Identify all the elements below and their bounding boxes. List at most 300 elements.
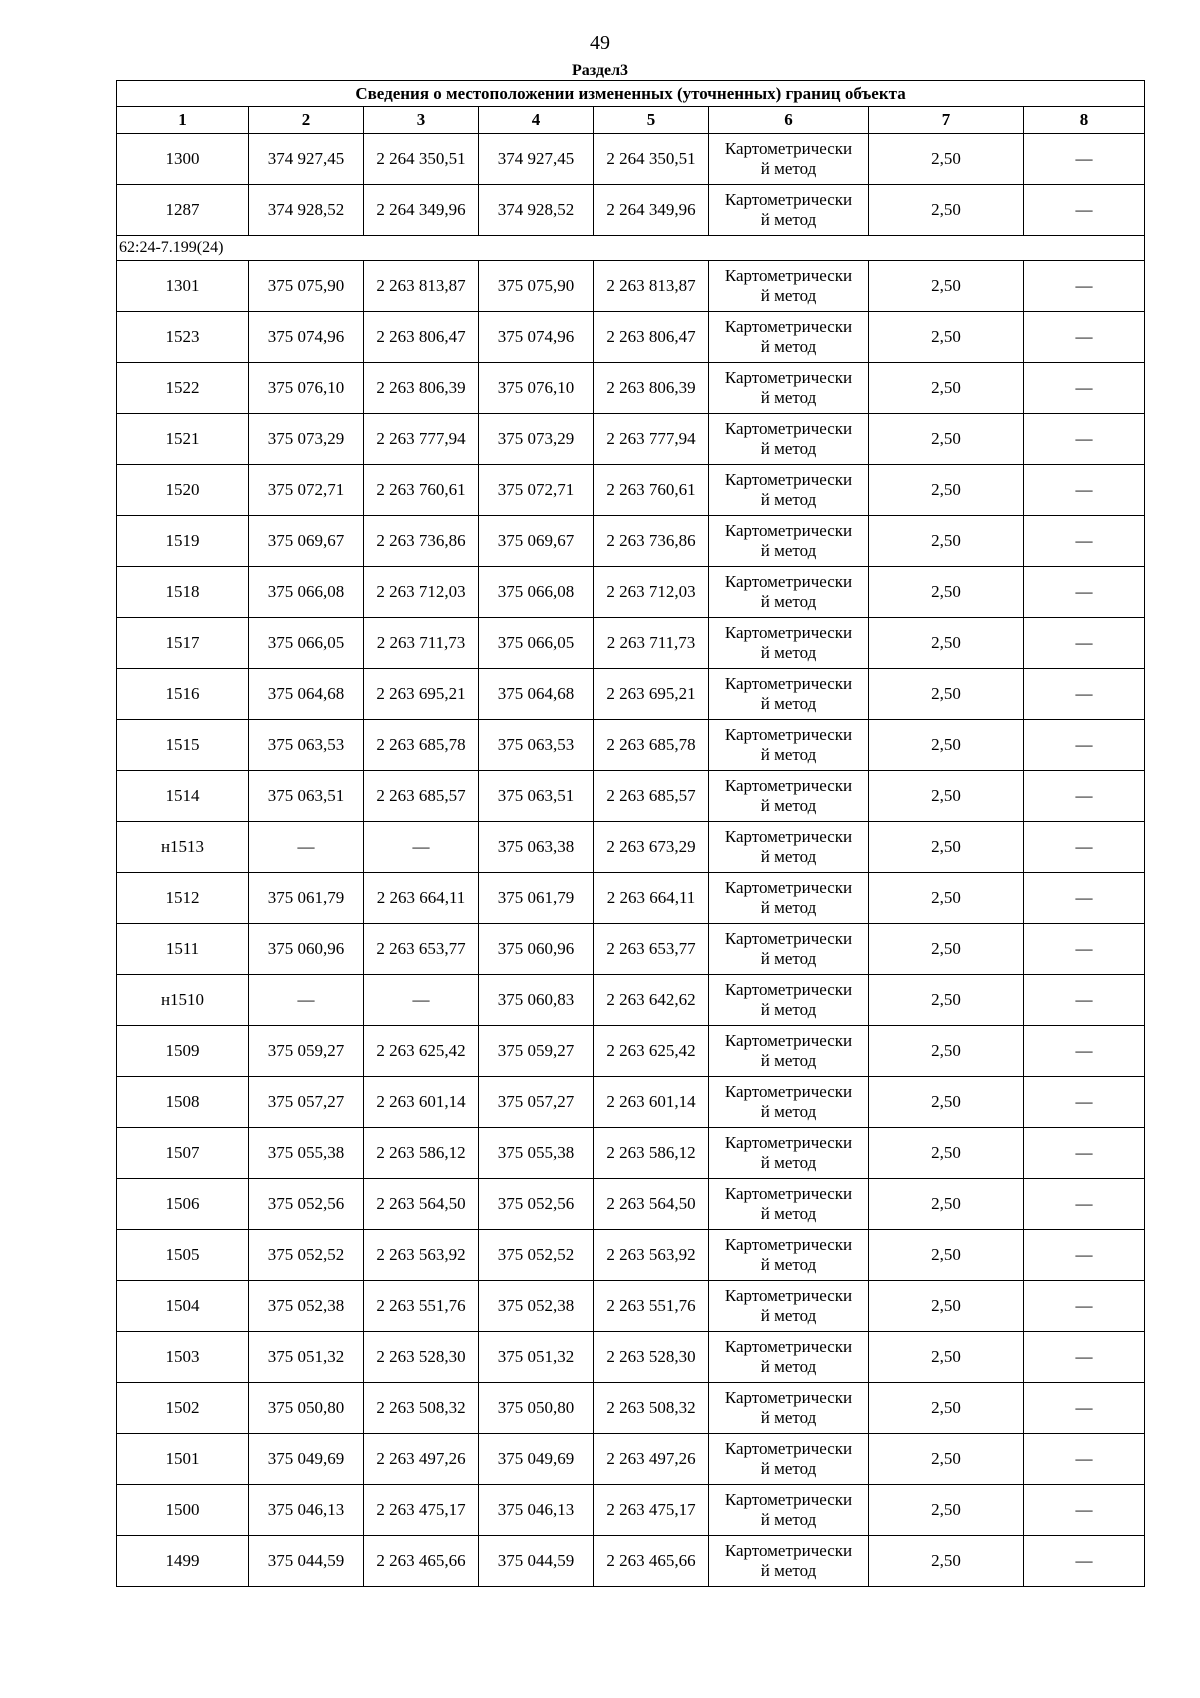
accuracy-cell: 2,50 (869, 1383, 1024, 1434)
table-row (117, 312, 1145, 363)
table-row (117, 134, 1145, 185)
y-new-cell: 2 263 625,42 (594, 1026, 709, 1077)
method-cell (709, 1281, 869, 1332)
method-cell (709, 312, 869, 363)
column-8-cell: — (1024, 1332, 1145, 1383)
method-cell (709, 720, 869, 771)
column-number: 4 (479, 107, 594, 134)
accuracy-cell: 2,50 (869, 924, 1024, 975)
column-8-cell: — (1024, 720, 1145, 771)
x-old-cell: 375 049,69 (249, 1434, 364, 1485)
method-cell (709, 134, 869, 185)
y-new-cell: 2 263 465,66 (594, 1536, 709, 1587)
accuracy-cell: 2,50 (869, 975, 1024, 1026)
point-number: 1506 (117, 1179, 249, 1230)
method-line-2: й метод (760, 694, 817, 713)
accuracy-cell: 2,50 (869, 1332, 1024, 1383)
point-number: 1301 (117, 261, 249, 312)
column-8-cell: — (1024, 1383, 1145, 1434)
x-old-cell: — (249, 822, 364, 873)
point-number: 1514 (117, 771, 249, 822)
y-old-cell: 2 263 465,66 (364, 1536, 479, 1587)
point-number: 1519 (117, 516, 249, 567)
y-new-cell: 2 263 806,47 (594, 312, 709, 363)
column-number: 1 (117, 107, 249, 134)
x-old-cell: 375 059,27 (249, 1026, 364, 1077)
method-cell (709, 414, 869, 465)
y-old-cell: 2 263 601,14 (364, 1077, 479, 1128)
y-new-cell: 2 263 673,29 (594, 822, 709, 873)
y-old-cell: 2 263 777,94 (364, 414, 479, 465)
y-old-cell: 2 264 349,96 (364, 185, 479, 236)
column-8-cell: — (1024, 261, 1145, 312)
method-line-1: Картометрически (724, 470, 853, 489)
column-8-cell: — (1024, 1128, 1145, 1179)
method-line-1: Картометрически (724, 317, 853, 336)
point-number: 1505 (117, 1230, 249, 1281)
method-cell (709, 618, 869, 669)
y-old-cell: 2 263 497,26 (364, 1434, 479, 1485)
column-8-cell: — (1024, 924, 1145, 975)
y-new-cell: 2 263 508,32 (594, 1383, 709, 1434)
x-old-cell: 375 052,52 (249, 1230, 364, 1281)
column-8-cell: — (1024, 516, 1145, 567)
point-number: 1517 (117, 618, 249, 669)
method-line-1: Картометрически (724, 1337, 853, 1356)
method-cell (709, 1434, 869, 1485)
method-line-2: й метод (760, 745, 817, 764)
y-old-cell: 2 263 625,42 (364, 1026, 479, 1077)
table-row (117, 1026, 1145, 1077)
column-8-cell: — (1024, 465, 1145, 516)
x-new-cell: 375 061,79 (479, 873, 594, 924)
x-old-cell: 375 057,27 (249, 1077, 364, 1128)
y-old-cell: 2 263 664,11 (364, 873, 479, 924)
x-new-cell: 374 928,52 (479, 185, 594, 236)
y-new-cell: 2 263 736,86 (594, 516, 709, 567)
x-old-cell: 375 061,79 (249, 873, 364, 924)
y-old-cell: 2 263 685,78 (364, 720, 479, 771)
method-cell (709, 1230, 869, 1281)
x-new-cell: 375 051,32 (479, 1332, 594, 1383)
x-new-cell: 375 066,08 (479, 567, 594, 618)
method-line-2: й метод (760, 1408, 817, 1427)
x-new-cell: 375 063,53 (479, 720, 594, 771)
accuracy-cell: 2,50 (869, 1536, 1024, 1587)
column-8-cell: — (1024, 414, 1145, 465)
y-old-cell: 2 263 711,73 (364, 618, 479, 669)
accuracy-cell: 2,50 (869, 185, 1024, 236)
method-line-1: Картометрически (724, 572, 853, 591)
method-line-2: й метод (760, 490, 817, 509)
method-cell (709, 1128, 869, 1179)
y-old-cell: 2 263 528,30 (364, 1332, 479, 1383)
x-new-cell: 375 075,90 (479, 261, 594, 312)
x-old-cell: 375 052,56 (249, 1179, 364, 1230)
y-new-cell: 2 263 528,30 (594, 1332, 709, 1383)
x-new-cell: 375 052,56 (479, 1179, 594, 1230)
table-body-group (117, 261, 1145, 1587)
accuracy-cell: 2,50 (869, 1230, 1024, 1281)
column-8-cell: — (1024, 822, 1145, 873)
method-line-2: й метод (760, 898, 817, 917)
y-new-cell: 2 263 551,76 (594, 1281, 709, 1332)
point-number: 1518 (117, 567, 249, 618)
method-line-1: Картометрически (724, 419, 853, 438)
method-line-2: й метод (760, 796, 817, 815)
y-old-cell: 2 263 736,86 (364, 516, 479, 567)
method-line-1: Картометрически (724, 929, 853, 948)
method-cell (709, 1179, 869, 1230)
method-cell (709, 1077, 869, 1128)
x-old-cell: 375 076,10 (249, 363, 364, 414)
table-row (117, 1383, 1145, 1434)
point-number: 1520 (117, 465, 249, 516)
table-row (117, 1536, 1145, 1587)
x-new-cell: 375 069,67 (479, 516, 594, 567)
column-number: 6 (709, 107, 869, 134)
x-old-cell: — (249, 975, 364, 1026)
table-row (117, 1434, 1145, 1485)
y-old-cell: 2 263 653,77 (364, 924, 479, 975)
x-old-cell: 375 063,53 (249, 720, 364, 771)
table-row (117, 669, 1145, 720)
method-line-1: Картометрически (724, 1235, 853, 1254)
method-line-2: й метод (760, 337, 817, 356)
column-8-cell: — (1024, 1536, 1145, 1587)
x-new-cell: 375 052,52 (479, 1230, 594, 1281)
method-cell (709, 1485, 869, 1536)
accuracy-cell: 2,50 (869, 771, 1024, 822)
x-old-cell: 375 044,59 (249, 1536, 364, 1587)
table-caption: Сведения о местоположении измененных (уточненных) границ объекта (117, 81, 1145, 107)
y-new-cell: 2 263 685,57 (594, 771, 709, 822)
method-cell (709, 771, 869, 822)
x-old-cell: 375 052,38 (249, 1281, 364, 1332)
column-8-cell: — (1024, 1026, 1145, 1077)
point-number: 1287 (117, 185, 249, 236)
column-8-cell: — (1024, 771, 1145, 822)
x-old-cell: 375 055,38 (249, 1128, 364, 1179)
accuracy-cell: 2,50 (869, 1281, 1024, 1332)
method-line-2: й метод (760, 1153, 817, 1172)
point-number: 1501 (117, 1434, 249, 1485)
y-old-cell: 2 263 563,92 (364, 1230, 479, 1281)
accuracy-cell: 2,50 (869, 261, 1024, 312)
y-new-cell: 2 263 813,87 (594, 261, 709, 312)
method-line-1: Картометрически (724, 1541, 853, 1560)
method-cell (709, 873, 869, 924)
point-number: 1516 (117, 669, 249, 720)
table-row (117, 1077, 1145, 1128)
table-row (117, 822, 1145, 873)
y-new-cell: 2 263 685,78 (594, 720, 709, 771)
x-old-cell: 375 060,96 (249, 924, 364, 975)
y-new-cell: 2 263 564,50 (594, 1179, 709, 1230)
x-new-cell: 375 046,13 (479, 1485, 594, 1536)
table-row (117, 261, 1145, 312)
column-number: 2 (249, 107, 364, 134)
y-old-cell: 2 263 475,17 (364, 1485, 479, 1536)
y-old-cell: 2 263 564,50 (364, 1179, 479, 1230)
y-new-cell: 2 263 475,17 (594, 1485, 709, 1536)
column-8-cell: — (1024, 618, 1145, 669)
accuracy-cell: 2,50 (869, 669, 1024, 720)
y-old-cell: 2 263 806,39 (364, 363, 479, 414)
method-line-2: й метод (760, 1255, 817, 1274)
method-cell (709, 363, 869, 414)
table-row (117, 873, 1145, 924)
y-old-cell: — (364, 822, 479, 873)
method-line-2: й метод (760, 1051, 817, 1070)
table-row (117, 1179, 1145, 1230)
method-line-1: Картометрически (724, 1133, 853, 1152)
method-cell (709, 1332, 869, 1383)
method-line-1: Картометрически (724, 725, 853, 744)
column-8-cell: — (1024, 185, 1145, 236)
y-new-cell: 2 263 601,14 (594, 1077, 709, 1128)
point-number: 1509 (117, 1026, 249, 1077)
x-new-cell: 375 060,83 (479, 975, 594, 1026)
column-number: 7 (869, 107, 1024, 134)
y-new-cell: 2 264 350,51 (594, 134, 709, 185)
x-new-cell: 375 066,05 (479, 618, 594, 669)
x-old-cell: 375 050,80 (249, 1383, 364, 1434)
x-old-cell: 375 072,71 (249, 465, 364, 516)
accuracy-cell: 2,50 (869, 822, 1024, 873)
method-line-1: Картометрически (724, 1031, 853, 1050)
page-number: 49 (590, 32, 610, 54)
table-row (117, 414, 1145, 465)
method-line-1: Картометрически (724, 1184, 853, 1203)
point-number: 1512 (117, 873, 249, 924)
method-cell (709, 1536, 869, 1587)
y-new-cell: 2 263 563,92 (594, 1230, 709, 1281)
y-new-cell: 2 263 760,61 (594, 465, 709, 516)
x-new-cell: 375 044,59 (479, 1536, 594, 1587)
accuracy-cell: 2,50 (869, 465, 1024, 516)
column-8-cell: — (1024, 1485, 1145, 1536)
x-old-cell: 375 063,51 (249, 771, 364, 822)
method-line-1: Картометрически (724, 878, 853, 897)
table-row (117, 363, 1145, 414)
method-cell (709, 185, 869, 236)
table-row (117, 720, 1145, 771)
method-line-1: Картометрически (724, 1082, 853, 1101)
group-row (117, 236, 1145, 261)
accuracy-cell: 2,50 (869, 414, 1024, 465)
y-old-cell: 2 263 586,12 (364, 1128, 479, 1179)
y-old-cell: 2 263 806,47 (364, 312, 479, 363)
section-title: Раздел3 (571, 62, 629, 79)
table-row (117, 771, 1145, 822)
column-number: 3 (364, 107, 479, 134)
method-line-2: й метод (760, 1561, 817, 1580)
method-line-1: Картометрически (724, 139, 853, 158)
y-new-cell: 2 264 349,96 (594, 185, 709, 236)
y-old-cell: 2 263 813,87 (364, 261, 479, 312)
y-new-cell: 2 263 695,21 (594, 669, 709, 720)
table-row (117, 465, 1145, 516)
method-line-1: Картометрически (724, 980, 853, 999)
method-cell (709, 924, 869, 975)
method-line-2: й метод (760, 388, 817, 407)
method-line-2: й метод (760, 1306, 817, 1325)
point-number: 1515 (117, 720, 249, 771)
accuracy-cell: 2,50 (869, 312, 1024, 363)
x-new-cell: 375 076,10 (479, 363, 594, 414)
method-line-1: Картометрически (724, 623, 853, 642)
method-cell (709, 261, 869, 312)
accuracy-cell: 2,50 (869, 873, 1024, 924)
x-old-cell: 374 928,52 (249, 185, 364, 236)
x-new-cell: 375 073,29 (479, 414, 594, 465)
y-old-cell: 2 263 760,61 (364, 465, 479, 516)
point-number: 1300 (117, 134, 249, 185)
column-8-cell: — (1024, 669, 1145, 720)
accuracy-cell: 2,50 (869, 1434, 1024, 1485)
table-row (117, 567, 1145, 618)
x-old-cell: 375 046,13 (249, 1485, 364, 1536)
y-old-cell: 2 263 712,03 (364, 567, 479, 618)
coordinates-table (116, 80, 1145, 1587)
accuracy-cell: 2,50 (869, 1179, 1024, 1230)
point-number: 1523 (117, 312, 249, 363)
y-old-cell: 2 263 685,57 (364, 771, 479, 822)
y-old-cell: 2 263 508,32 (364, 1383, 479, 1434)
table-row (117, 1332, 1145, 1383)
method-cell (709, 516, 869, 567)
x-old-cell: 375 066,05 (249, 618, 364, 669)
accuracy-cell: 2,50 (869, 720, 1024, 771)
column-8-cell: — (1024, 975, 1145, 1026)
accuracy-cell: 2,50 (869, 363, 1024, 414)
table-row (117, 1281, 1145, 1332)
x-new-cell: 375 072,71 (479, 465, 594, 516)
y-old-cell: 2 263 551,76 (364, 1281, 479, 1332)
table-body-top (117, 134, 1145, 236)
x-old-cell: 375 066,08 (249, 567, 364, 618)
point-number: 1502 (117, 1383, 249, 1434)
y-new-cell: 2 263 642,62 (594, 975, 709, 1026)
point-number: н1510 (117, 975, 249, 1026)
x-old-cell: 375 073,29 (249, 414, 364, 465)
point-number: 1507 (117, 1128, 249, 1179)
method-line-2: й метод (760, 1000, 817, 1019)
y-new-cell: 2 263 664,11 (594, 873, 709, 924)
method-line-1: Картометрически (724, 1388, 853, 1407)
method-line-1: Картометрически (724, 1490, 853, 1509)
y-new-cell: 2 263 711,73 (594, 618, 709, 669)
method-line-2: й метод (760, 592, 817, 611)
column-8-cell: — (1024, 1179, 1145, 1230)
x-new-cell: 375 060,96 (479, 924, 594, 975)
x-new-cell: 375 074,96 (479, 312, 594, 363)
method-cell (709, 465, 869, 516)
x-old-cell: 375 075,90 (249, 261, 364, 312)
y-new-cell: 2 263 497,26 (594, 1434, 709, 1485)
point-number: 1504 (117, 1281, 249, 1332)
column-8-cell: — (1024, 1230, 1145, 1281)
column-number: 5 (594, 107, 709, 134)
method-line-2: й метод (760, 541, 817, 560)
y-new-cell: 2 263 653,77 (594, 924, 709, 975)
x-new-cell: 375 064,68 (479, 669, 594, 720)
y-new-cell: 2 263 712,03 (594, 567, 709, 618)
x-old-cell: 375 069,67 (249, 516, 364, 567)
column-8-cell: — (1024, 873, 1145, 924)
x-old-cell: 375 064,68 (249, 669, 364, 720)
x-old-cell: 375 074,96 (249, 312, 364, 363)
table-row (117, 618, 1145, 669)
x-new-cell: 375 059,27 (479, 1026, 594, 1077)
accuracy-cell: 2,50 (869, 134, 1024, 185)
method-line-1: Картометрически (724, 521, 853, 540)
group-label: 62:24-7.199(24) (117, 236, 1145, 261)
method-cell (709, 975, 869, 1026)
point-number: 1521 (117, 414, 249, 465)
method-line-1: Картометрически (724, 674, 853, 693)
method-line-2: й метод (760, 210, 817, 229)
column-8-cell: — (1024, 1077, 1145, 1128)
accuracy-cell: 2,50 (869, 516, 1024, 567)
table-row (117, 1128, 1145, 1179)
table-row (117, 1230, 1145, 1281)
x-new-cell: 374 927,45 (479, 134, 594, 185)
accuracy-cell: 2,50 (869, 1128, 1024, 1179)
method-line-1: Картометрически (724, 827, 853, 846)
x-new-cell: 375 063,38 (479, 822, 594, 873)
x-new-cell: 375 055,38 (479, 1128, 594, 1179)
table-row (117, 924, 1145, 975)
method-line-1: Картометрически (724, 1439, 853, 1458)
x-old-cell: 375 051,32 (249, 1332, 364, 1383)
x-new-cell: 375 052,38 (479, 1281, 594, 1332)
method-line-1: Картометрически (724, 776, 853, 795)
point-number: 1508 (117, 1077, 249, 1128)
method-cell (709, 1383, 869, 1434)
column-8-cell: — (1024, 1434, 1145, 1485)
column-8-cell: — (1024, 363, 1145, 414)
x-new-cell: 375 063,51 (479, 771, 594, 822)
table-row (117, 975, 1145, 1026)
accuracy-cell: 2,50 (869, 1026, 1024, 1077)
point-number: 1500 (117, 1485, 249, 1536)
column-8-cell: — (1024, 312, 1145, 363)
y-new-cell: 2 263 806,39 (594, 363, 709, 414)
accuracy-cell: 2,50 (869, 618, 1024, 669)
column-8-cell: — (1024, 134, 1145, 185)
point-number: 1511 (117, 924, 249, 975)
y-old-cell: — (364, 975, 479, 1026)
method-line-1: Картометрически (724, 266, 853, 285)
y-old-cell: 2 263 695,21 (364, 669, 479, 720)
method-cell (709, 822, 869, 873)
point-number: 1522 (117, 363, 249, 414)
method-line-2: й метод (760, 643, 817, 662)
method-line-2: й метод (760, 439, 817, 458)
accuracy-cell: 2,50 (869, 1077, 1024, 1128)
table-row (117, 185, 1145, 236)
point-number: 1499 (117, 1536, 249, 1587)
group-row-body (117, 236, 1145, 261)
method-cell (709, 567, 869, 618)
accuracy-cell: 2,50 (869, 1485, 1024, 1536)
x-new-cell: 375 057,27 (479, 1077, 594, 1128)
method-line-1: Картометрически (724, 190, 853, 209)
method-line-2: й метод (760, 1459, 817, 1478)
method-line-2: й метод (760, 949, 817, 968)
